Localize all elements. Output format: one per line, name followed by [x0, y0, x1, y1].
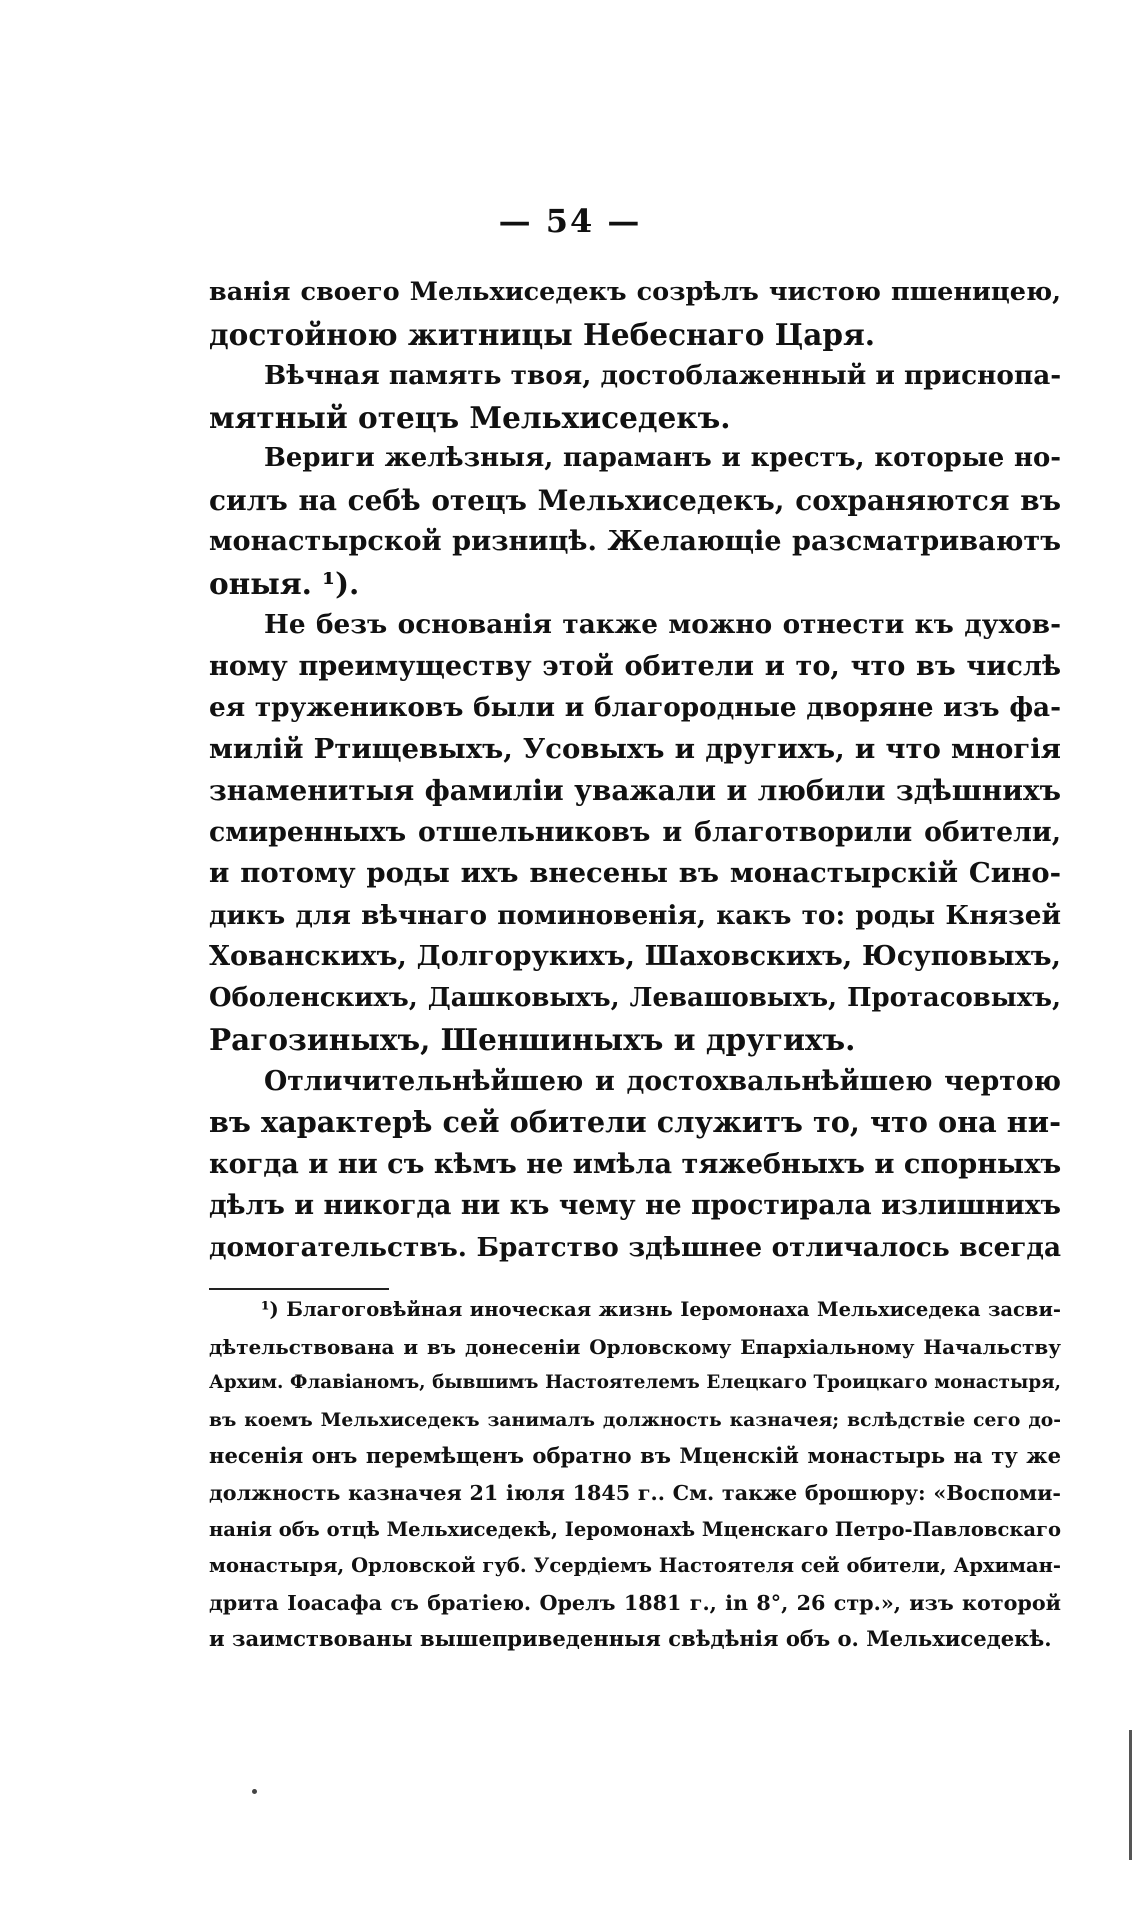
footnote-line: ¹) Благоговѣйная иноческая жизнь Іеромонаха Мельхиседека засви- — [261, 1298, 1061, 1321]
text-line: дикъ для вѣчнаго поминовенія, какъ то: роды Князей — [209, 899, 1061, 931]
footnote-line: дрита Іоасафа съ братіею. Орелъ 1881 г., in 8°, 26 стр.», изъ которой — [209, 1590, 1061, 1615]
text-line: Вѣчная память твоя, достоблаженный и приснопа- — [264, 360, 1062, 391]
text-line: ванія своего Мельхиседекъ созрѣлъ чистою пшеницею, — [209, 277, 1061, 307]
text-line: Оболенскихъ, Дашковыхъ, Левашовыхъ, Протасовыхъ, — [209, 982, 1061, 1013]
text-line: домогательствъ. Братство здѣшнее отличалось всегда — [209, 1231, 1061, 1263]
text-line: въ характерѣ сей обители служитъ то, что она ни- — [209, 1105, 1061, 1139]
text-line: дѣлъ и никогда ни къ чему не простирала излишнихъ — [209, 1190, 1061, 1221]
main-text — [209, 272, 1061, 1268]
page-number: — 54 — — [498, 202, 642, 240]
text-line: Вериги желѣзныя, параманъ и крестъ, которые но- — [264, 443, 1061, 473]
text-line: монастырской ризницѣ. Желающіе разсматриваютъ — [209, 526, 1061, 557]
text-line: Рагозиныхъ, Шеншиныхъ и другихъ. — [209, 1022, 856, 1057]
text-line: ному преимуществу этой обители и то, что въ числѣ — [209, 650, 1061, 682]
text-line: знаменитыя фамиліи уважали и любили здѣшнихъ — [209, 774, 1061, 807]
text-line: достойною житницы Небеснаго Царя. — [209, 316, 876, 352]
footnote-line: несенія онъ перемѣщенъ обратно въ Мценскій монастырь на ту же — [209, 1443, 1061, 1469]
text-line: Отличительнѣйшею и достохвальнѣйшею чертою — [264, 1065, 1061, 1097]
page-edge-mark — [1129, 1730, 1132, 1860]
footnote — [209, 1292, 1061, 1658]
footnote-line: нанія объ отцѣ Мельхиседекѣ, Іеромонахѣ Мценскаго Петро-Павловскаго — [209, 1517, 1061, 1541]
footnote-line: дѣтельствована и въ донесеніи Орловскому Епархіальному Начальству — [209, 1334, 1061, 1359]
footnote-line: монастыря, Орловской губ. Усердіемъ Настоятеля сей обители, Архиман- — [209, 1554, 1061, 1578]
footnote-line: Архим. Флавіаномъ, бывшимъ Настоятелемъ Елецкаго Троицкаго монастыря, — [209, 1372, 1061, 1394]
text-line: смиренныхъ отшельниковъ и благотворили обители, — [209, 816, 1061, 848]
text-line: милій Ртищевыхъ, Усовыхъ и другихъ, и что многія — [209, 732, 1061, 765]
print-speck — [252, 1789, 257, 1794]
text-line: и потому роды ихъ внесены въ монастырскій Сино- — [209, 857, 1061, 889]
text-line: Не безъ основанія также можно отнести къ духов- — [264, 609, 1061, 640]
text-line: Хованскихъ, Долгорукихъ, Шаховскихъ, Юсуповыхъ, — [209, 941, 1061, 972]
footnote-line: и заимствованы вышеприведенныя свѣдѣнія объ о. Мельхиседекѣ. — [209, 1626, 1052, 1652]
footnote-line: въ коемъ Мельхиседекъ занималъ должность казначея; вслѣдствіе сего до- — [209, 1408, 1061, 1431]
text-line: оныя. ¹). — [209, 565, 360, 601]
text-line: силъ на себѣ отецъ Мельхиседекъ, сохраняются въ — [209, 483, 1061, 517]
text-line: ея тружениковъ были и благородные дворяне изъ фа- — [209, 692, 1061, 723]
text-line: когда и ни съ кѣмъ не имѣла тяжебныхъ и спорныхъ — [209, 1148, 1062, 1180]
footnote-line: должность казначея 21 іюля 1845 г.. См. также брошюру: «Воспоми- — [209, 1480, 1061, 1505]
footnote-divider — [209, 1288, 389, 1290]
text-line: мятный отецъ Мельхиседекъ. — [209, 399, 731, 435]
